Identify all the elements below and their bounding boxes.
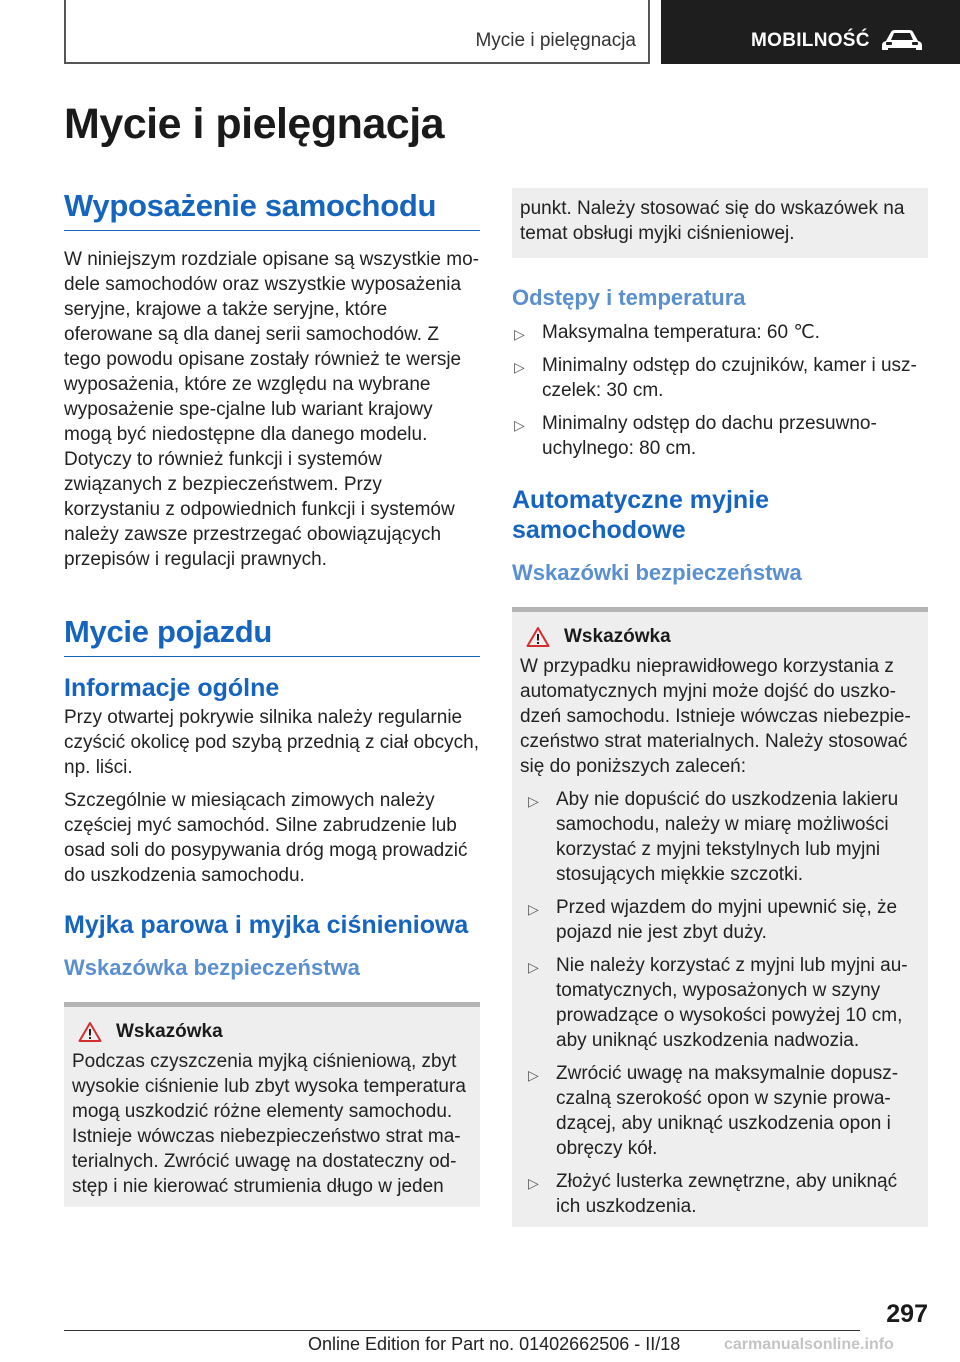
heading-distance-temperature: Odstępy i temperatura [512,285,746,310]
warning-box-right [512,607,928,1227]
heading-vehicle-wash: Mycie pojazdu [64,614,480,657]
header-section-title: Mycie i pielęgnacja [475,30,636,51]
warning-box-continued [512,188,928,258]
distance-list [512,320,928,461]
list-item: ▷ Minimalny odstęp do dachu przesuwno-uchylnego: 80 cm. [514,413,877,459]
heading-safety-notes-right: Wskazówki bezpieczeństwa [512,560,802,585]
warning-header-right [520,626,920,648]
heading-automatic-car-wash: Automatyczne myjnie samochodowe [512,486,770,544]
warning-triangle-icon [78,1021,102,1043]
paragraph-general-1: Przy otwartej pokrywie silnika należy regularnie czyścić okolicę pod szybą przednią z ciał obcych, np. liści. [64,707,480,778]
bullet-icon: ▷ [514,359,525,375]
warning-triangle-icon [526,626,550,648]
warning-header-left [72,1021,472,1043]
bullet-icon: ▷ [514,326,525,342]
warning-label-left: Wskazówka [116,1021,223,1042]
footer-watermark: carmanualsonline.info [724,1336,894,1353]
heading-safety-note-left: Wskazówka bezpieczeństwa [64,955,360,980]
footer-edition: Online Edition for Part no. 01402662506 - II/18 [308,1334,681,1354]
list-item: ▷ Maksymalna temperatura: 60 ℃. [512,320,928,345]
list-item: ▷ Minimalny odstęp do czujników, kamer i usz-czelek: 30 cm. [514,355,917,401]
left-column [64,188,480,1207]
bullet-icon: ▷ [528,793,539,809]
car-wash-recommendations-list [520,787,920,1219]
list-item: ▷ Aby nie dopuścić do uszkodzenia lakieru samochodu, należy w miarę możliwości korzystać z myjni tekstylnych lub myjni stosujących miękkie szczotki. [528,789,899,885]
heading-equipment: Wyposażenie samochodu [64,188,480,231]
paragraph-equipment: W niniejszym rozdziale opisane są wszystkie mo-dele samochodów oraz wszystkie wyposażenia seryjne, krajowe a także seryjne, które oferowane są dla danej serii samochodów. Z tego powodu opisane zostały również te wersje wyposażenia, które ze względu na wybrane wyposażenie spe-cjalne lub wariant krajowy mogą być niedostępne dla danego modelu. Dotyczy to również funkcji i systemów związanych z bezpieczeństwem. Przy korzystaniu z odpowiednich funkcji i systemów należy zawsze przestrzegać obowiązujących przepisów i regulacji prawnych. [64,249,479,570]
heading-steam-pressure-washer: Myjka parowa i myjka ciśnieniowa [64,911,469,939]
page-title: Mycie i pielęgnacja [64,100,445,148]
list-item: ▷ Nie należy korzystać z myjni lub myjni au-tomatycznych, wyposażonych w szyny prowadzące o wysokości powyżej 10 cm, aby uniknąć uszkodzenia nadwozia. [528,955,908,1051]
paragraph-general-2: Szczególnie w miesiącach zimowych należy częściej myć samochód. Silne zabrudzenie lub osad soli do posypywania dróg mogą prowadzić do uszkodzenia samochodu. [64,790,468,886]
right-column [512,188,928,1227]
heading-general-info: Informacje ogólne [64,674,280,702]
list-item: ▷ Zwrócić uwagę na maksymalnie dopusz-czalną szerokość opon w szynie prowa-dzącej, aby uniknąć uszkodzenia opon i obręczy kół. [528,1063,899,1159]
bullet-icon: ▷ [528,901,539,917]
footer-divider [64,1330,860,1331]
bullet-icon: ▷ [514,417,525,433]
list-item: ▷ Przed wjazdem do myjni upewnić się, że pojazd nie jest zbyt duży. [528,897,898,943]
page-number: 297 [886,1300,928,1328]
warning-text-continued: punkt. Należy stosować się do wskazówek na temat obsługi myjki ciśnieniowej. [520,198,905,244]
warning-label-right: Wskazówka [564,626,671,647]
header-chapter-label: MOBILNOŚĆ [751,30,870,51]
warning-text-right: W przypadku nieprawidłowego korzystania z automatycznych myjni może dojść do uszko-dzeń samochodu. Istnieje wówczas niebezpie-czeństwo strat materialnych. Należy stosować się do poniższych zaleceń: [520,656,911,777]
bullet-icon: ▷ [528,1175,539,1191]
warning-box-left [64,1002,480,1207]
list-item: ▷ Złożyć lusterka zewnętrzne, aby uniknąć ich uszkodzenia. [528,1171,898,1217]
warning-text-left: Podczas czyszczenia myjką ciśnieniową, zbyt wysokie ciśnienie lub zbyt wysoka temperatura mogą uszkodzić różne elementy samochodu. Istnieje wówczas niebezpieczeństwo strat ma-terialnych. Zwrócić uwagę na dostateczny od-stęp i nie kierować strumienia długo w jeden [72,1051,466,1197]
header-section-box [64,0,650,64]
bullet-icon: ▷ [528,1067,539,1083]
bullet-icon: ▷ [528,959,539,975]
car-icon [880,28,924,54]
